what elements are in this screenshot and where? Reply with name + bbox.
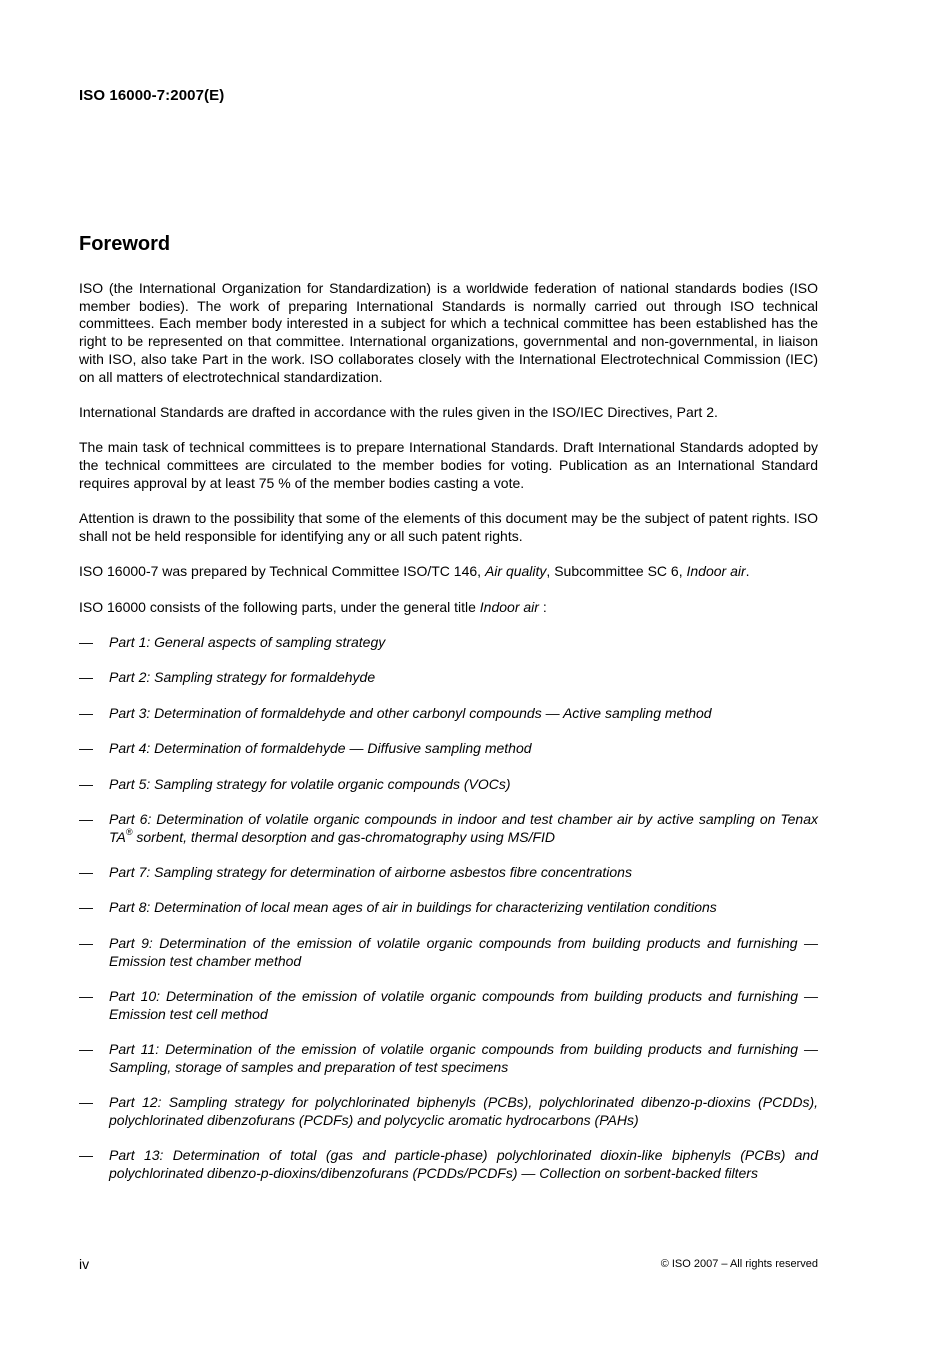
part-3-text: Part 3: Determination of formaldehyde and other carbonyl compounds — Active sampling method (109, 704, 712, 721)
list-item (79, 705, 818, 723)
part-11-text: Part 11: Determination of the emission of volatile organic compounds from building products and furnishing —Sampling, storage of samples and preparation of test specimens (109, 1040, 818, 1075)
paragraph-parts-intro (79, 599, 818, 617)
list-dash: — (79, 1040, 93, 1057)
list-item (79, 988, 818, 1023)
list-dash: — (79, 864, 93, 881)
list-dash: — (79, 669, 93, 686)
part-6-after: sorbent, thermal desorption and gas-chromatography using MS/FID (132, 828, 556, 845)
part-4-text: Part 4: Determination of formaldehyde — Diffusive sampling method (109, 740, 532, 757)
air-quality-title: Air quality (484, 563, 547, 580)
parts-intro-title: Indoor air (479, 598, 539, 615)
foreword-body (79, 280, 818, 1200)
paragraph-iso-description: ISO (the International Organization for Standardization) is a worldwide federation of national standards bodies (ISO member bodies). The work of preparing International Standards is normally carried out through ISO technical committees. Each member body interested in a subject for which a technical committee has been established has the right to be represented on that committee. International organizations, governmental and non-governmental, in liaison with ISO, also take Part in the work. ISO collaborates closely with the International Electrotechnical Commission (IEC) on all matters of electrotechnical standardization. (79, 280, 818, 385)
part-10-text: Part 10: Determination of the emission of volatile organic compounds from building products and furnishing — Emission test cell method (109, 987, 818, 1022)
section-title: Foreword (79, 233, 171, 255)
list-item (79, 811, 818, 846)
list-item (79, 864, 818, 882)
list-dash: — (79, 633, 93, 650)
prepared-by-suffix: . (745, 563, 750, 580)
part-8-text: Part 8: Determination of local mean ages of air in buildings for characterizing ventilation conditions (109, 899, 717, 916)
list-dash: — (79, 704, 93, 721)
list-item (79, 935, 818, 970)
part-1-text: Part 1: General aspects of sampling strategy (109, 633, 386, 650)
part-2-text: Part 2: Sampling strategy for formaldehyde (109, 669, 376, 686)
list-dash: — (79, 1094, 93, 1111)
part-12-text: Part 12: Sampling strategy for polychlorinated biphenyls (PCBs), polychlorinated dibenzo-p-dioxins (PCDDs), polychlorinated dibenzofurans (PCDFs) and polycyclic aromatic hydrocarbons (PAHs) (109, 1094, 818, 1128)
list-dash: — (79, 1147, 93, 1164)
part-7-text: Part 7: Sampling strategy for determination of airborne asbestos fibre concentrations (109, 864, 632, 881)
prepared-by-middle: , Subcommittee SC 6, (546, 563, 687, 580)
document-id-header: ISO 16000-7:2007(E) (79, 87, 225, 104)
list-dash: — (79, 740, 93, 757)
part-6-text (109, 811, 818, 846)
indoor-air-title: Indoor air (686, 563, 746, 580)
part-6-before: Part 6: Determination of volatile organic compounds in indoor and test chamber air by active sampling on Tenax TA (109, 810, 818, 845)
list-item (79, 899, 818, 917)
list-dash: — (79, 987, 93, 1004)
list-item (79, 669, 818, 687)
list-item (79, 1094, 818, 1129)
list-dash: — (79, 899, 93, 916)
part-13-text: Part 13: Determination of total (gas and particle-phase) polychlorinated dioxin-like biphenyls (PCBs) and polychlorinated dibenzo-p-dioxins/dibenzofurans (PCDDs/PCDFs) — Collection on sorbent-backed filters (109, 1147, 818, 1181)
list-dash: — (79, 810, 93, 827)
copyright-notice: © ISO 2007 – All rights reserved (660, 1258, 818, 1270)
page-number: iv (79, 1256, 90, 1272)
list-item (79, 740, 818, 758)
paragraph-patent-rights: Attention is drawn to the possibility that some of the elements of this document may be the subject of patent rights. ISO shall not be held responsible for identifying any or all such patent rights. (79, 510, 818, 544)
paragraph-technical-committees: The main task of technical committees is to prepare International Standards. Draft International Standards adopted by the technical committees are circulated to the member bodies for voting. Publication as an International Standard requires approval by at least 75 % of the member bodies casting a vote. (79, 439, 818, 491)
list-item (79, 776, 818, 794)
parts-intro-suffix: : (538, 598, 547, 615)
paragraph-prepared-by (79, 563, 818, 581)
list-dash: — (79, 934, 93, 951)
part-9-text: Part 9: Determination of the emission of volatile organic compounds from building products and furnishing — Emission test chamber method (109, 934, 818, 969)
paragraph-directives: International Standards are drafted in accordance with the rules given in the ISO/IEC Directives, Part 2. (79, 403, 718, 420)
parts-list (79, 634, 818, 1183)
list-item (79, 1041, 818, 1076)
part-5-text: Part 5: Sampling strategy for volatile organic compounds (VOCs) (109, 775, 511, 792)
list-item (79, 634, 818, 652)
registered-mark: ® (125, 826, 133, 837)
prepared-by-prefix: ISO 16000-7 was prepared by Technical Committee ISO/TC 146, (79, 563, 485, 580)
list-item (79, 1147, 818, 1182)
list-dash: — (79, 775, 93, 792)
parts-intro-prefix: ISO 16000 consists of the following parts, under the general title (79, 598, 480, 615)
